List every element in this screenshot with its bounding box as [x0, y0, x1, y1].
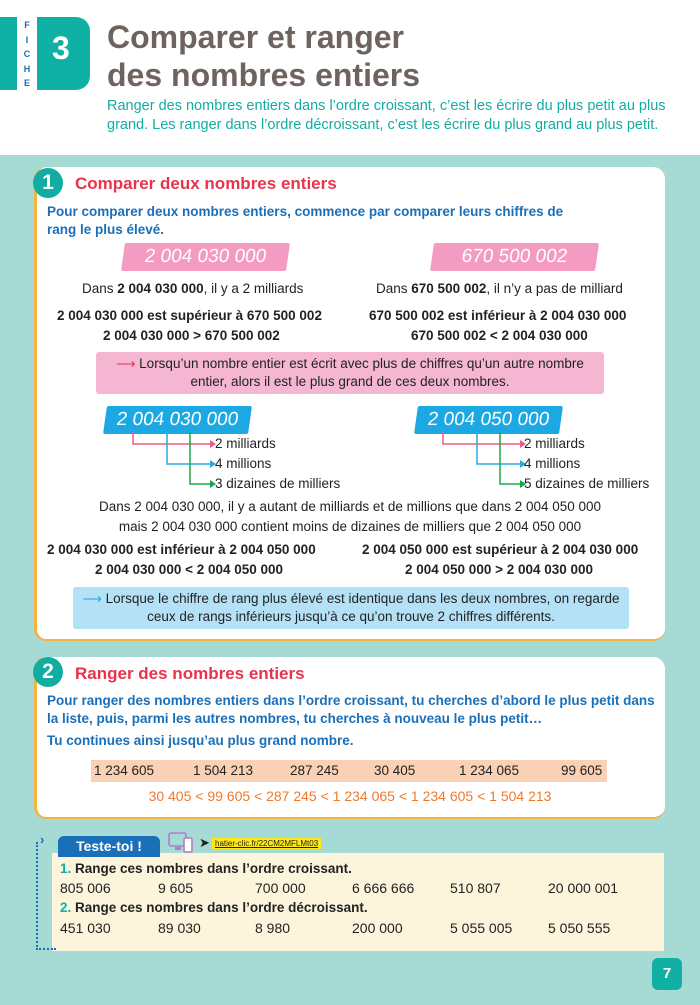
fiche-letter: E: [23, 78, 30, 88]
hatier-link[interactable]: [212, 838, 321, 849]
text: Pour ranger des nombres entiers dans l’ordre croissant: [47, 693, 405, 708]
rank-label: 3 dizaines de milliers: [215, 476, 341, 491]
comparison: 670 500 002 est inférieur à 2 004 030 000: [369, 308, 627, 323]
section-number: 1: [33, 168, 63, 198]
text: , tu cherches d’abord le plus petit dans la liste, puis, parmi les autres nombres, tu cherches à nouveau le plus petit…: [47, 693, 655, 726]
number: 99 605: [561, 763, 603, 778]
number-ribbon: 2 004 050 000: [414, 406, 563, 434]
number: 451 030: [60, 920, 111, 936]
number: 1 234 605: [94, 763, 155, 778]
question-2: [60, 900, 368, 915]
ordered-list: 30 405 < 99 605 < 287 245 < 1 234 065 < 1 234 605 < 1 504 213: [148, 788, 552, 804]
fiche-tab: [0, 17, 90, 90]
page-number: 7: [652, 958, 682, 990]
text: 670 500 002: [411, 281, 487, 296]
number: 287 245: [290, 763, 339, 778]
number: 200 000: [352, 920, 403, 936]
number: 6 666 666: [352, 880, 415, 896]
computer-tablet-icon: [168, 832, 194, 854]
title-line: Comparer et ranger: [107, 19, 404, 55]
rank-label: 2 milliards: [524, 436, 585, 451]
title-line: des nombres entiers: [107, 57, 420, 93]
intro-text: Ranger des nombres entiers dans l’ordre croissant, c’est les écrire du plus petit au plus grand. Les ranger dans l’ordre décroissant, c’est les écrire du plus grand au plus petit.: [107, 98, 666, 133]
arrow-icon: ⟶: [116, 356, 140, 371]
fiche-number: 3: [52, 30, 70, 66]
number: 510 807: [450, 880, 501, 896]
rule-box: [96, 352, 604, 394]
comparison: 2 004 030 000 < 2 004 050 000: [95, 562, 284, 577]
fiche-letter: F: [24, 20, 30, 30]
rank-label: 2 milliards: [215, 436, 276, 451]
question-text: Range ces nombres dans l’ordre décroissant.: [71, 900, 368, 915]
text: Dans: [82, 281, 118, 296]
number: 8 980: [255, 920, 291, 936]
text: Dans: [376, 281, 412, 296]
comparison: 2 004 030 000 est inférieur à 2 004 050 000: [47, 542, 316, 557]
section-intro: Tu continues ainsi jusqu’au plus grand nombre.: [47, 733, 354, 748]
question-text: Range ces nombres dans l’ordre croissant.: [71, 861, 352, 876]
rule-text: Lorsqu’un nombre entier est écrit avec plus de chiffres qu’un autre nombre entier, alors il est le plus grand de ces deux nombres.: [139, 356, 584, 389]
comparison: 2 004 030 000 > 670 500 002: [103, 328, 280, 343]
text: , il n’y a pas de milliard: [486, 281, 623, 296]
fiche-letter: I: [25, 34, 29, 45]
teste-toi-label: Teste-toi !: [58, 836, 160, 857]
q2-numbers: [60, 920, 660, 940]
number: 30 405: [374, 763, 416, 778]
number-ribbon: 2 004 030 000: [103, 406, 252, 434]
number: 5 050 555: [548, 920, 611, 936]
page-title: [107, 18, 667, 94]
section-intro: Pour comparer deux nombres entiers, commence par comparer leurs chiffres de rang le plus élevé.: [47, 204, 564, 237]
section-title: Ranger des nombres entiers: [75, 664, 305, 683]
text: , il y a 2 milliards: [203, 281, 304, 296]
number: 805 006: [60, 880, 111, 896]
comparison: 2 004 050 000 > 2 004 030 000: [405, 562, 594, 577]
number-ribbon: 670 500 002: [430, 243, 599, 271]
question-number: 1.: [60, 861, 72, 876]
text: 2 004 030 000: [117, 281, 204, 296]
fiche-letter: C: [23, 49, 31, 59]
number-list: [91, 760, 607, 782]
arrow-icon: ›: [40, 832, 45, 847]
right-text: [376, 281, 623, 296]
fiche-letter: H: [23, 63, 31, 74]
explanation: Dans 2 004 030 000, il y a autant de milliards et de millions que dans 2 004 050 000: [98, 499, 602, 514]
comparison: 2 004 050 000 est supérieur à 2 004 030 000: [362, 542, 639, 557]
number: 5 055 005: [450, 920, 513, 936]
explanation: mais 2 004 030 000 contient moins de dizaines de milliers que 2 004 050 000: [118, 519, 582, 534]
comparison: 2 004 030 000 est supérieur à 670 500 002: [57, 308, 322, 323]
rule-box: [73, 587, 629, 629]
arrow-icon: ⟶: [82, 591, 106, 606]
question-number: 2.: [60, 900, 72, 915]
rule-text: Lorsque le chiffre de rang plus élevé est identique dans les deux nombres, on regarde ceux de rangs inférieurs jusqu’à ce qu’on trouve 2 chiffres différents.: [105, 591, 620, 624]
rank-connector-lines: [440, 432, 530, 492]
section-intro: [47, 692, 657, 728]
dotted-border: [36, 842, 56, 950]
rank-connector-lines: [130, 432, 220, 492]
rank-label: 5 dizaines de milliers: [524, 476, 650, 491]
section-number: 2: [33, 657, 63, 687]
q1-numbers: [60, 880, 660, 900]
number: 1 234 065: [459, 763, 520, 778]
number: 9 605: [158, 880, 194, 896]
rank-label: 4 millions: [215, 456, 272, 471]
left-text: [82, 281, 303, 296]
number: 700 000: [255, 880, 306, 896]
section-title: Comparer deux nombres entiers: [75, 174, 337, 193]
number: 89 030: [158, 920, 201, 936]
fiche-label: [17, 17, 37, 90]
cursor-icon: ➤: [199, 835, 210, 850]
question-1: [60, 861, 352, 876]
link-domain[interactable]: hatier-clic.fr/: [215, 839, 259, 848]
link-code[interactable]: 22CM2MFLMt03: [258, 839, 319, 848]
comparison: 670 500 002 < 2 004 030 000: [411, 328, 588, 343]
number: 20 000 001: [548, 880, 619, 896]
rank-label: 4 millions: [524, 456, 581, 471]
number-ribbon: 2 004 030 000: [121, 243, 290, 271]
number: 1 504 213: [193, 763, 254, 778]
